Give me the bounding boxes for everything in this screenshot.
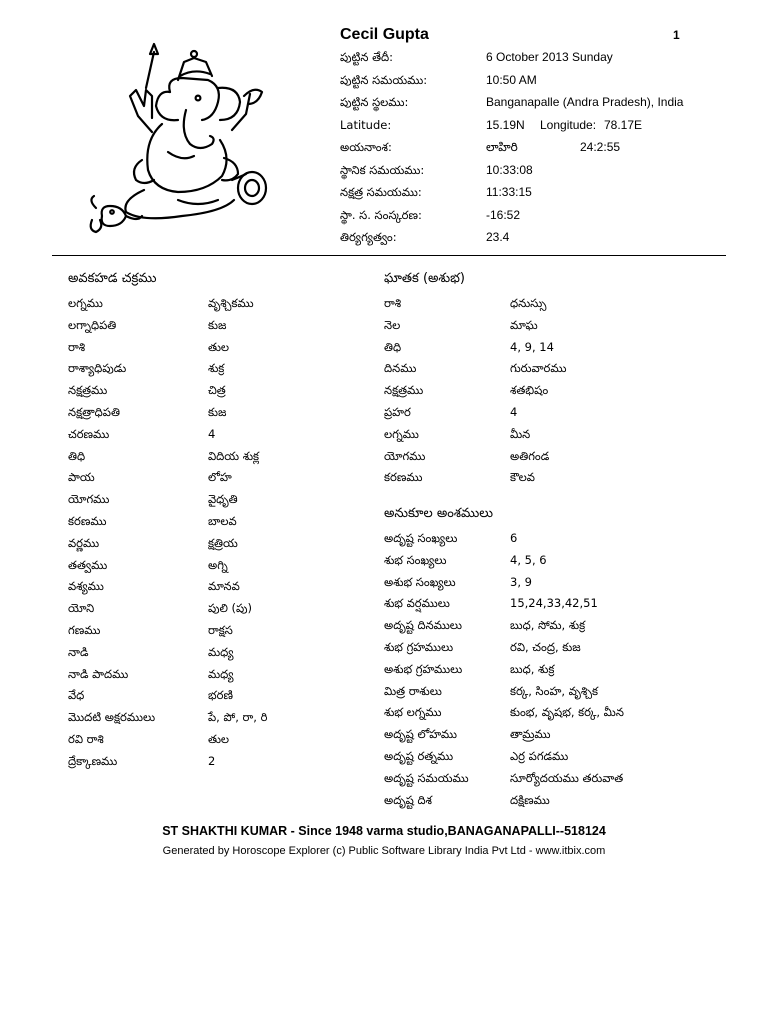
birth-row-date [340, 48, 740, 71]
row-value: కుజ [208, 404, 227, 419]
table-row [68, 686, 358, 708]
ghatak-table [384, 294, 724, 490]
avakahada-table [68, 294, 358, 774]
table-row [68, 359, 358, 381]
row-value: విదియ శుక్ల [208, 448, 260, 463]
row-key: అదృష్ట సమయము [384, 770, 469, 785]
row-key: నక్షత్రాధిపతి [68, 404, 120, 419]
row-key: రాశి [384, 296, 402, 310]
row-value: ఎర్ర పగడము [510, 748, 569, 763]
row-value: అతిగండ [510, 448, 550, 463]
row-value: పే, పో, రా, రి [208, 710, 268, 725]
row-value: తుల [208, 731, 230, 746]
table-row [384, 638, 724, 660]
table-row [68, 403, 358, 425]
row-value: శుక్ర [208, 361, 225, 376]
table-row [384, 594, 724, 616]
row-key: లగ్నము [68, 296, 103, 310]
birth-row-ayanamsa [340, 138, 740, 161]
row-value: మాఘ [510, 317, 538, 332]
row-value: రవి, చంద్ర, కుజ [510, 639, 581, 654]
table-row [384, 381, 724, 403]
longitude-label: Longitude: [540, 117, 597, 132]
row-value: వైధృతి [208, 492, 238, 507]
row-key: శుభ గ్రహములు [384, 639, 454, 654]
row-value: రాక్షస [208, 622, 233, 637]
row-value: లోహ [208, 470, 232, 485]
table-row [68, 425, 358, 447]
table-row [68, 447, 358, 469]
native-name: Cecil Gupta [340, 26, 429, 43]
row-value: 4, 5, 6 [510, 552, 547, 567]
longitude-value: 78.17E [604, 117, 643, 132]
row-value: వృశ్చికము [208, 296, 254, 310]
table-row [384, 338, 724, 360]
row-value: 3, 9 [510, 574, 532, 589]
row-key: అశుభ సంఖ్యలు [384, 574, 456, 589]
birth-row-place [340, 93, 740, 116]
row-key: వర్ణము [68, 535, 100, 550]
row-key: యోని [68, 601, 95, 616]
row-value: బుధ, శుక్ర [510, 661, 555, 676]
table-row [384, 703, 724, 725]
table-row [384, 529, 724, 551]
row-value: సూర్యోదయము తరువాత [510, 770, 624, 785]
row-key: నాడి [68, 644, 89, 659]
birth-row-time [340, 71, 740, 94]
table-row [68, 599, 358, 621]
row-value: కర్క, సింహ, వృశ్చిక [510, 683, 599, 698]
table-row [68, 730, 358, 752]
table-row [384, 551, 724, 573]
row-key: అదృష్ట లోహము [384, 727, 457, 742]
row-value: మానవ [208, 579, 240, 594]
table-row [384, 447, 724, 469]
table-row [68, 534, 358, 556]
row-key: కరణము [68, 513, 107, 528]
row-key: ప్రహర [384, 404, 411, 419]
row-key: గణము [68, 622, 101, 637]
row-value: కుంభ, వృషభ, కర్క, మీన [510, 705, 624, 720]
footer-studio: ST SHAKTHI KUMAR - Since 1948 varma studio,BANAGANAPALLI--518124 [162, 824, 606, 838]
table-row [384, 316, 724, 338]
row-value: తామ్రము [510, 727, 551, 742]
row-value: పులి (పు) [208, 601, 253, 616]
row-key: శుభ వర్షములు [384, 596, 450, 611]
birth-value: 23.4 [486, 230, 510, 244]
table-row [68, 338, 358, 360]
row-key: అశుభ గ్రహములు [384, 661, 463, 676]
row-value: 6 [510, 531, 518, 545]
birth-details [340, 48, 740, 251]
row-value: 2 [208, 753, 216, 768]
birth-label: పుట్టిన తేదీ: [340, 50, 394, 64]
row-key: చరణము [68, 426, 110, 441]
row-value: శతభిషం [510, 383, 549, 398]
row-key: అదృష్ట దినములు [384, 618, 462, 633]
row-key: తిధి [384, 339, 402, 354]
row-key: వశ్యము [68, 579, 104, 594]
birth-row-local-time [340, 161, 740, 184]
page-number: 1 [673, 28, 680, 42]
birth-value: లాహిరి [486, 140, 518, 154]
birth-value: 10:50 AM [486, 72, 537, 87]
row-key: నెల [384, 317, 401, 332]
table-row [68, 316, 358, 338]
row-key: దినము [384, 361, 417, 376]
ayanamsa-value: 24:2:55 [580, 140, 621, 154]
birth-value: Banganapalle (Andra Pradesh), India [486, 95, 684, 109]
table-row [68, 752, 358, 774]
ghatak-section [384, 268, 724, 490]
table-row [68, 577, 358, 599]
birth-label: నక్షత్ర సమయము: [340, 185, 422, 199]
row-key: రాశి [68, 339, 86, 354]
row-key: ద్రేక్కాణము [68, 753, 118, 768]
row-value: బుధ, సోమ, శుక్ర [510, 618, 586, 633]
birth-label: స్థా. స. సంస్కరణ: [340, 207, 422, 222]
row-value: కౌలవ [510, 470, 535, 485]
row-key: మొదటి అక్షరములు [68, 710, 156, 725]
row-value: 15,24,33,42,51 [510, 596, 598, 611]
row-value: అగ్ని [208, 557, 228, 572]
ganesha-logo [82, 40, 282, 240]
table-row [384, 573, 724, 595]
table-row [384, 359, 724, 381]
table-row [384, 468, 724, 490]
row-value: చిత్ర [208, 383, 226, 398]
table-row [68, 294, 358, 316]
footer-generator: Generated by Horoscope Explorer (c) Public Software Library India Pvt Ltd - www.itbix.com [162, 845, 606, 857]
table-row [68, 621, 358, 643]
table-row [68, 556, 358, 578]
row-value: తుల [208, 339, 230, 354]
row-value: ధనుస్సు [510, 296, 547, 310]
row-key: కరణము [384, 470, 423, 485]
table-row [384, 747, 724, 769]
latitude-value: 15.19N [486, 117, 525, 132]
row-key: యోగము [68, 492, 110, 507]
row-key: లగ్నాధిపతి [68, 317, 117, 332]
table-row [384, 294, 724, 316]
birth-label: స్థానిక సమయము: [340, 162, 425, 177]
row-key: పాయ [68, 470, 95, 485]
row-key: వేధ [68, 688, 85, 703]
avakahada-section [68, 268, 358, 774]
table-row [68, 708, 358, 730]
ghatak-title: ఘాతక (అశుభ) [384, 271, 465, 286]
row-key: శుభ సంఖ్యలు [384, 552, 447, 567]
table-row [68, 468, 358, 490]
avakahada-title: అవకహడ చక్రము [68, 271, 157, 286]
table-row [384, 791, 724, 813]
table-row [68, 490, 358, 512]
birth-value: 6 October 2013 Sunday [486, 50, 613, 64]
table-row [384, 403, 724, 425]
row-key: రవి రాశి [68, 731, 104, 746]
favourable-title: అనుకూల అంశములు [384, 506, 493, 521]
table-row [384, 769, 724, 791]
birth-label: అయనాంశ: [340, 140, 392, 154]
latitude-label: Latitude: [340, 117, 392, 132]
favourable-table [384, 529, 724, 812]
row-key: అదృష్ట దిశ [384, 792, 432, 807]
birth-label: తిర్యగ్యత్వం: [340, 230, 397, 244]
row-key: నక్షత్రము [384, 383, 424, 398]
birth-label: పుట్టిన స్థలము: [340, 95, 409, 109]
table-row [384, 616, 724, 638]
row-key: తత్వము [68, 557, 108, 572]
row-value: క్షత్రియ [208, 535, 238, 550]
birth-value: 11:33:15 [486, 185, 532, 199]
row-key: నక్షత్రము [68, 383, 108, 398]
table-row [384, 425, 724, 447]
row-key: అదృష్ట రత్నము [384, 748, 454, 763]
table-row [68, 512, 358, 534]
header-divider [52, 255, 726, 256]
birth-row-latlong [340, 116, 740, 139]
row-value: 4 [208, 426, 216, 441]
birth-label: పుట్టిన సమయము: [340, 72, 428, 87]
row-value: కుజ [208, 317, 227, 332]
row-value: గురువారము [510, 361, 567, 376]
table-row [384, 682, 724, 704]
row-value: మీన [510, 426, 531, 441]
table-row [384, 725, 724, 747]
table-row [384, 660, 724, 682]
row-value: భరణి [208, 688, 233, 703]
birth-value: -16:52 [486, 207, 521, 222]
row-key: లగ్నము [384, 426, 419, 441]
row-key: నాడి పాదము [68, 666, 129, 681]
birth-row-sidereal-time [340, 183, 740, 206]
favourable-section [384, 503, 724, 812]
row-value: మధ్య [208, 666, 234, 681]
row-key: యోగము [384, 448, 426, 463]
row-value: బాలవ [208, 513, 237, 528]
table-row [68, 665, 358, 687]
row-value: 4, 9, 14 [510, 339, 554, 354]
row-key: తిధి [68, 448, 86, 463]
row-value: 4 [510, 404, 518, 419]
row-key: అదృష్ట సంఖ్యలు [384, 531, 458, 545]
row-value: దక్షిణము [510, 792, 550, 807]
birth-row-obliquity [340, 228, 740, 251]
row-value: మధ్య [208, 644, 234, 659]
row-key: రాశ్యాధిపుడు [68, 361, 127, 376]
birth-row-correction [340, 206, 740, 229]
row-key: మిత్ర రాశులు [384, 683, 442, 698]
row-key: శుభ లగ్నము [384, 705, 442, 720]
table-row [68, 643, 358, 665]
birth-value: 10:33:08 [486, 162, 533, 177]
table-row [68, 381, 358, 403]
